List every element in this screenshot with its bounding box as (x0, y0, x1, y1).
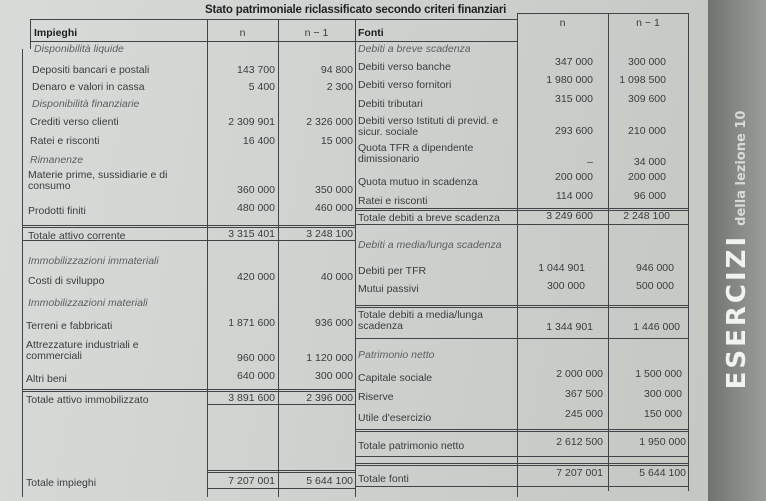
impieghi-row-label: Depositi bancari e postali (32, 64, 150, 76)
header-rule-left (30, 41, 355, 42)
impieghi-row-label: Denaro e valori in cassa (32, 81, 145, 93)
fonti-row-n: 114 000 (555, 190, 593, 202)
impieghi-header: Impieghi (34, 27, 78, 39)
rule-totale-attivo-immobilizzato (22, 389, 355, 392)
impieghi-row-label: Attrezzature industriali e commerciali (26, 339, 139, 362)
rule-totale-fonti (355, 463, 688, 466)
rule-totale-debiti-media-bottom (355, 338, 688, 339)
impieghi-row-n: 16 400 (242, 135, 275, 147)
fonti-grand-total-label: Totale fonti (358, 473, 409, 485)
impieghi-row-n1: 2 326 000 (306, 116, 353, 128)
impieghi-total-n1: 2 396 000 (306, 392, 353, 404)
fonti-row-label: Quota TFR a dipendente dimissionario (358, 142, 474, 165)
rule-totale-debiti-breve-bottom (355, 224, 688, 225)
fonti-total-n1: 1 950 000 (639, 436, 686, 448)
impieghi-row-label: Disponibilità finanziarie (32, 98, 140, 110)
impieghi-row-n1: 936 000 (315, 317, 353, 329)
fonti-row-n1: 34 000 (633, 156, 666, 168)
fonti-row-label: Debiti verso banche (358, 61, 451, 73)
impieghi-row-label: Rimanenze (30, 154, 84, 166)
fonti-total-n1: 1 446 000 (633, 321, 680, 333)
rule-totale-patrimonio (355, 429, 688, 432)
impieghi-grand-total-label: Totale impieghi (26, 477, 97, 489)
impieghi-row-label: Immobilizzazioni immateriali (28, 255, 159, 267)
impieghi-row-n: 1 871 600 (228, 317, 275, 329)
fonti-header: Fonti (358, 27, 384, 39)
impieghi-row-n1: 15 000 (320, 135, 353, 147)
fonti-grand-total-n: 7 207 001 (556, 467, 603, 479)
impieghi-row-label: Prodotti finiti (28, 205, 86, 217)
rule-totale-impieghi-bottom (207, 488, 355, 489)
fonti-row-label: Debiti per TFR (358, 265, 427, 277)
impieghi-total-label: Totale attivo immobilizzato (26, 394, 149, 406)
impieghi-row-n1: 300 000 (315, 370, 353, 382)
fonti-row-n1: 200 000 (628, 171, 666, 183)
impieghi-row-n: 960 000 (237, 352, 275, 364)
impieghi-row-label: Immobilizzazioni materiali (28, 297, 148, 309)
fonti-row-n: 293 600 (555, 125, 593, 137)
fonti-row-label: Debiti verso fornitori (358, 79, 452, 91)
fonti-row-label: Capitale sociale (358, 372, 433, 384)
fonti-col-n-header: n (559, 17, 566, 29)
fonti-row-n: 315 000 (555, 93, 593, 105)
impieghi-col-n1-header: n − 1 (304, 27, 329, 39)
fonti-row-label: Debiti a media/lunga scadenza (358, 239, 502, 251)
fonti-row-n: 2 000 000 (556, 368, 603, 380)
fonti-row-n1: 1 098 500 (619, 74, 666, 86)
rule-totale-impieghi (207, 470, 355, 473)
impieghi-total-n: 3 315 401 (228, 228, 275, 240)
fonti-row-n: 367 500 (565, 388, 603, 400)
fonti-row-n: 245 000 (565, 408, 603, 420)
left-border (30, 19, 31, 49)
fonti-row-n1: 150 000 (644, 408, 682, 420)
fonti-row-n1: 309 600 (628, 93, 666, 105)
impieghi-row-n1: 460 000 (315, 202, 353, 214)
impieghi-row-label: Disponibilità liquide (34, 43, 124, 55)
sidebar-subtitle: della lezione 10 (734, 110, 749, 226)
section-sidebar (708, 0, 766, 501)
impieghi-total-n: 3 891 600 (228, 392, 275, 404)
fonti-row-n: 300 000 (547, 280, 585, 292)
impieghi-grand-total-n1: 5 644 100 (306, 475, 353, 487)
fonti-row-n1: 300 000 (628, 56, 666, 68)
fonti-grand-total-n1: 5 644 100 (639, 467, 686, 479)
impieghi-row-n: 143 700 (237, 64, 275, 76)
impieghi-row-label: Crediti verso clienti (30, 116, 119, 128)
impieghi-total-n1: 3 248 100 (306, 228, 353, 240)
fonti-row-label: Riserve (358, 391, 394, 403)
top-rule (30, 19, 517, 20)
fonti-row-n1: 1 500 000 (635, 368, 682, 380)
fonti-row-n: 1 980 000 (546, 74, 593, 86)
fonti-row-label: Quota mutuo in scadenza (358, 176, 478, 188)
sidebar-label (722, 111, 752, 390)
impieghi-total-label: Totale attivo corrente (28, 230, 126, 242)
impieghi-row-n1: 350 000 (315, 184, 353, 196)
rule-totale-patrimonio-bottom (355, 456, 688, 457)
impieghi-row-n: 420 000 (237, 271, 275, 283)
sidebar-title: ESERCIZI (722, 233, 752, 390)
fonti-total-label: Totale debiti a breve scadenza (358, 212, 500, 224)
impieghi-row-n: 2 309 901 (228, 116, 275, 128)
rule-totale-fonti-bottom (355, 486, 688, 487)
fonti-row-label: Mutui passivi (358, 283, 419, 295)
impieghi-row-label: Materie prime, sussidiarie e di consumo (28, 169, 168, 192)
impieghi-row-n1: 2 300 (326, 81, 353, 93)
fonti-total-label: Totale debiti a media/lunga scadenza (358, 309, 483, 332)
fonti-total-n1: 2 248 100 (623, 210, 670, 222)
header-rule-fonti (355, 41, 517, 42)
impieghi-row-n1: 1 120 000 (306, 352, 353, 364)
fonti-row-label: Patrimonio netto (358, 349, 435, 361)
fonti-row-label: Utile d'esercizio (358, 412, 432, 424)
fonti-total-n: 3 249 600 (546, 210, 593, 222)
fonti-row-n1: 500 000 (636, 280, 674, 292)
left-border-lower (22, 49, 23, 497)
fonti-total-label: Totale patrimonio netto (358, 440, 465, 452)
right-border (688, 13, 689, 491)
table-title: Stato patrimoniale riclassificato secondo criteri finanziari (205, 4, 507, 16)
fonti-col-n1-header: n − 1 (636, 17, 660, 29)
fonti-row-n1: 96 000 (633, 190, 666, 202)
fonti-row-n1: 946 000 (636, 262, 674, 274)
impieghi-grand-total-n: 7 207 001 (228, 475, 275, 487)
fonti-row-n: – (587, 156, 593, 168)
fonti-row-label: Debiti verso Istituti di previd. e sicur. sociale (358, 115, 499, 138)
impieghi-col-n-header: n (239, 27, 246, 39)
fonti-total-n: 1 344 901 (546, 321, 593, 333)
fonti-row-n: 347 000 (555, 56, 593, 68)
top-rule-right (518, 13, 688, 14)
rule-totale-attivo-immobilizzato-bottom (207, 404, 355, 405)
impieghi-row-n1: 40 000 (320, 271, 353, 283)
impieghi-row-label: Ratei e risconti (30, 135, 100, 147)
rule-totale-attivo-corrente (22, 225, 355, 228)
fonti-row-n1: 210 000 (628, 125, 666, 137)
impieghi-row-n: 480 000 (237, 202, 275, 214)
impieghi-row-label: Terreni e fabbricati (26, 320, 113, 332)
fonti-row-n1: 300 000 (644, 388, 682, 400)
fonti-row-label: Debiti a breve scadenza (358, 43, 471, 55)
rule-totale-debiti-media (355, 305, 688, 308)
impieghi-row-label: Costi di sviluppo (28, 275, 105, 287)
impieghi-row-label: Altri beni (26, 373, 67, 385)
impieghi-row-n: 360 000 (237, 184, 275, 196)
impieghi-row-n: 5 400 (248, 81, 275, 93)
fonti-row-n: 1 044 901 (538, 262, 585, 274)
impieghi-row-n: 640 000 (237, 370, 275, 382)
impieghi-row-n1: 94 800 (320, 64, 353, 76)
fonti-row-label: Debiti tributari (358, 98, 423, 110)
fonti-row-n: 200 000 (555, 171, 593, 183)
fonti-row-label: Ratei e risconti (358, 195, 428, 207)
fonti-total-n: 2 612 500 (556, 436, 603, 448)
col-divider-impieghi-fonti (355, 19, 356, 497)
